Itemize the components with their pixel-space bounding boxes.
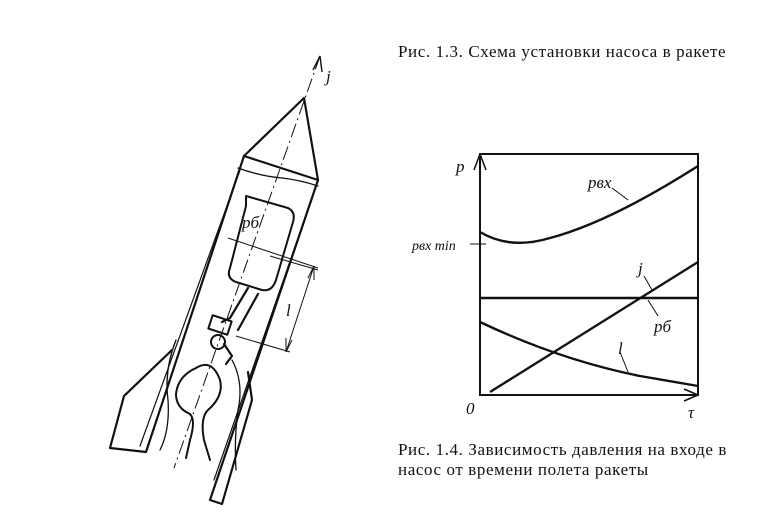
leader-p-in (612, 188, 628, 200)
figure-1-3-caption: Рис. 1.3. Схема установки насоса в ракете (398, 42, 727, 61)
rocket-inner-wall-left (140, 170, 240, 446)
l-label: l (618, 339, 623, 358)
axis-j-line (174, 56, 320, 468)
rocket-inner-wall-right (214, 192, 314, 480)
p-b-label: рб (654, 317, 672, 336)
axis-j-label: j (326, 67, 331, 86)
x-axis-label: τ (688, 403, 695, 422)
length-label: l (286, 301, 291, 320)
p-in-min-label: рвх min (412, 239, 456, 254)
tank-level-line (228, 238, 318, 268)
pump-wheel (211, 335, 225, 349)
leader-p-b (648, 300, 658, 316)
chart (470, 154, 698, 401)
feed-pipe (222, 288, 258, 330)
dimension-arrow-bottom (286, 338, 292, 352)
j-label: j (638, 259, 643, 278)
leader-j (644, 276, 652, 290)
rocket-nose (244, 98, 318, 180)
engine-chamber (176, 365, 221, 460)
origin-label: 0 (466, 399, 475, 418)
pump-outlet (224, 344, 232, 364)
p-in-label: рвх (588, 173, 612, 192)
y-axis-label: p (456, 157, 465, 176)
dimension-ext-top (270, 256, 318, 270)
fuel-tank (229, 196, 294, 290)
figure-1-4-caption: Рис. 1.4. Зависимость давления на входе в насос от времени полета ракеты (398, 440, 727, 479)
tank-label: рб (242, 213, 260, 232)
